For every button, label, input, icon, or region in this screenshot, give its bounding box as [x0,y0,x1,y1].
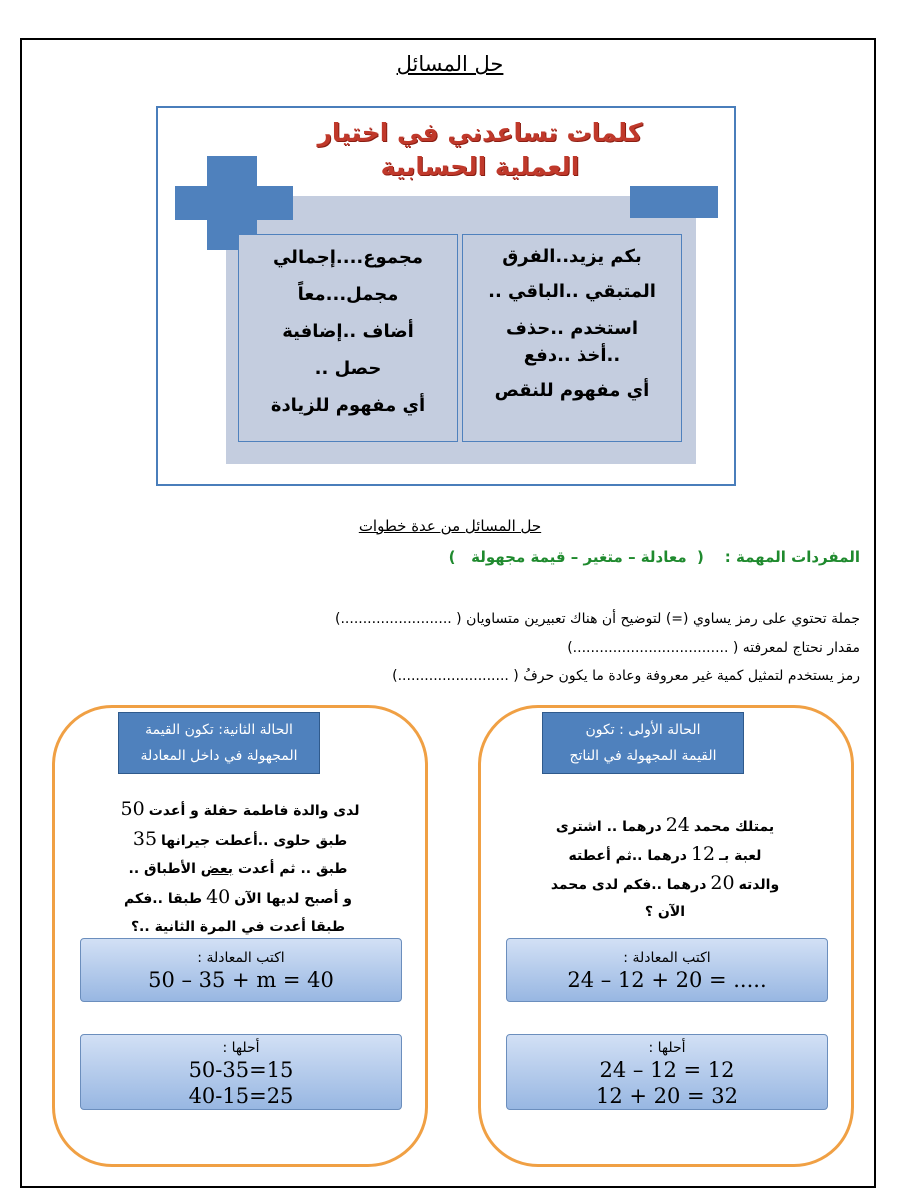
subtraction-word: المتبقي ..الباقي .. [488,281,656,302]
solution-label: أحلها : [648,1040,686,1056]
case-second-solution-box [80,1034,402,1110]
equation-value: 50 – 35 + m = 40 [148,968,334,992]
equation-label: اكتب المعادلة : [623,950,711,966]
solution-label: أحلها : [222,1040,260,1056]
definition-line: مقدار نحتاج لمعرفته ( ...................................) [567,640,860,656]
addition-word: أي مفهوم للزيادة [270,395,426,416]
case-first-solution-box [506,1034,828,1110]
page-title: حل المسائل [396,52,504,76]
case-first-problem: يمتلك محمد24درهما .. اشترى لعبة بـ12درهما ..ثم أعطته والدته20درهما ..فكم لدى محمد الآن ؟ [550,814,780,920]
case-second-problem: لدى والدة فاطمة حفلة و أعدت50 طبق حلوى ..أعطت جيرانها35 طبق .. ثم أعدت بعض الأطباق .. و أصبح لديها الآن40طبقا ..فكم طبقا أعدت في المرة الثانية ..؟ [120,798,360,935]
subtraction-word: بكم يزيد..الفرق [502,246,642,267]
addition-word: مجمل...معاً [297,284,399,305]
minus-icon [630,186,718,218]
case-second-equation-box [80,938,402,1002]
solution-line: 50-35=15 [188,1058,294,1082]
case-first-header: الحالة الأولى : تكون القيمة المجهولة في الناتج [542,712,744,774]
definition-line: جملة تحتوي على رمز يساوي (=) لتوضيح أن هناك تعبيرين متساويان ( .........................) [335,611,860,627]
addition-words [238,234,458,442]
definition-line: رمز يستخدم لتمثيل كمية غير معروفة وعادة ما يكون حرفُ ( .........................) [392,668,860,684]
subtraction-word: استخدم ..حذف [505,318,638,339]
keywords-title: كلمات تساعدني في اختيار العملية الحسابية [317,118,643,181]
equation-label: اكتب المعادلة : [197,950,285,966]
case-second-header: الحالة الثانية: تكون القيمة المجهولة في داخل المعادلة [118,712,320,774]
subtraction-word: أي مفهوم للنقص [494,380,650,401]
steps-heading: حل المسائل من عدة خطوات [358,517,542,535]
solution-line: 24 – 12 = 12 [599,1058,735,1082]
addition-word: حصل .. [314,358,382,379]
equation-value: 24 – 12 + 20 = ..... [567,968,767,992]
vocabulary-line: المفردات المهمة : ( معادلة – متغير – قيمة مجهولة ) [448,548,860,566]
addition-word: مجموع....إجمالي [272,247,424,268]
subtraction-word: ..أخذ ..دفع [523,345,621,366]
case-first-equation-box [506,938,828,1002]
addition-word: أضاف ..إضافية [282,321,414,342]
subtraction-words [462,234,682,442]
solution-line: 40-15=25 [188,1084,294,1108]
solution-line: 12 + 20 = 32 [595,1084,739,1108]
